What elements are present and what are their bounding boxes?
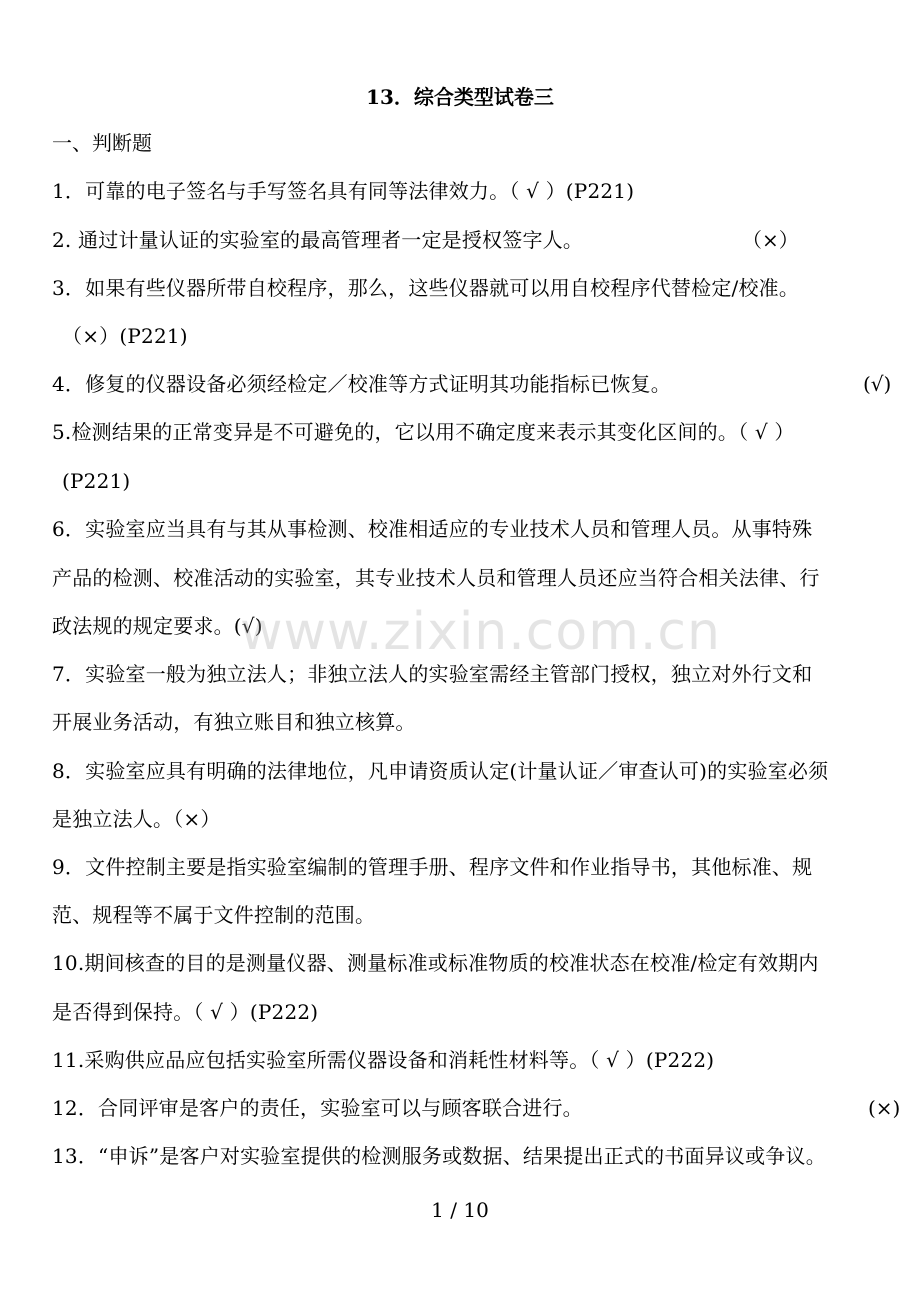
question-line-6: 6．实验室应当具有与其从事检测、校准相适应的专业技术人员和管理人员。从事特殊	[52, 517, 813, 541]
question-line-6-continuation-a: 产品的检测、校准活动的实验室，其专业技术人员和管理人员还应当符合相关法律、行	[52, 566, 820, 590]
document-title: 13．综合类型试卷三	[366, 85, 554, 109]
question-line-13: 13．“申诉”是客户对实验室提供的检测服务或数据、结果提出正式的书面异议或争议。	[52, 1144, 826, 1168]
question-line-9-continuation: 范、规程等不属于文件控制的范围。	[52, 903, 376, 927]
watermark-text: www.zixin.com.cn	[240, 602, 721, 662]
question-line-8-continuation: 是独立法人。（×）	[52, 807, 221, 831]
question-line-3: 3．如果有些仪器所带自校程序，那么，这些仪器就可以用自校程序代替检定/校准。	[52, 276, 800, 300]
question-line-7-continuation: 开展业务活动，有独立账目和独立核算。	[52, 710, 416, 734]
question-line-1: 1．可靠的电子签名与手写签名具有同等法律效力。（ √ ）(P221)	[52, 179, 635, 203]
question-line-10-continuation: 是否得到保持。（ √ ）(P222)	[52, 1000, 319, 1024]
question-line-5-continuation: (P221)	[62, 469, 131, 493]
question-line-9: 9．文件控制主要是指实验室编制的管理手册、程序文件和作业指导书，其他标准、规	[52, 855, 813, 879]
question-line-11: 11.采购供应品应包括实验室所需仪器设备和消耗性材料等。（ √ ）(P222)	[52, 1048, 715, 1072]
question-line-8: 8．实验室应具有明确的法律地位，凡申请资质认定(计量认证／审查认可)的实验室必须	[52, 759, 829, 783]
answer-mark-2: （×）	[742, 228, 799, 252]
question-line-5: 5.检测结果的正常变异是不可避免的，它以用不确定度来表示其变化区间的。（ √ ）	[52, 420, 795, 444]
answer-mark-4: (√)	[863, 372, 892, 396]
question-line-12: 12．合同评审是客户的责任，实验室可以与顾客联合进行。	[52, 1096, 583, 1120]
question-line-3-continuation: （×）(P221)	[62, 324, 188, 348]
page-number: 1 / 10	[431, 1198, 489, 1222]
question-line-6-continuation-b: 政法规的规定要求。(√)	[52, 614, 263, 638]
question-line-10: 10.期间核查的目的是测量仪器、测量标准或标准物质的校准状态在校准/检定有效期内	[52, 951, 819, 975]
section-title: 一、判断题	[52, 131, 152, 155]
answer-mark-12: (×)	[868, 1096, 901, 1120]
question-line-4: 4．修复的仪器设备必须经检定／校准等方式证明其功能指标已恢复。	[52, 372, 671, 396]
question-line-2: 2. 通过计量认证的实验室的最高管理者一定是授权签字人。	[52, 228, 584, 252]
question-line-7: 7．实验室一般为独立法人；非独立法人的实验室需经主管部门授权，独立对外行文和	[52, 662, 813, 686]
